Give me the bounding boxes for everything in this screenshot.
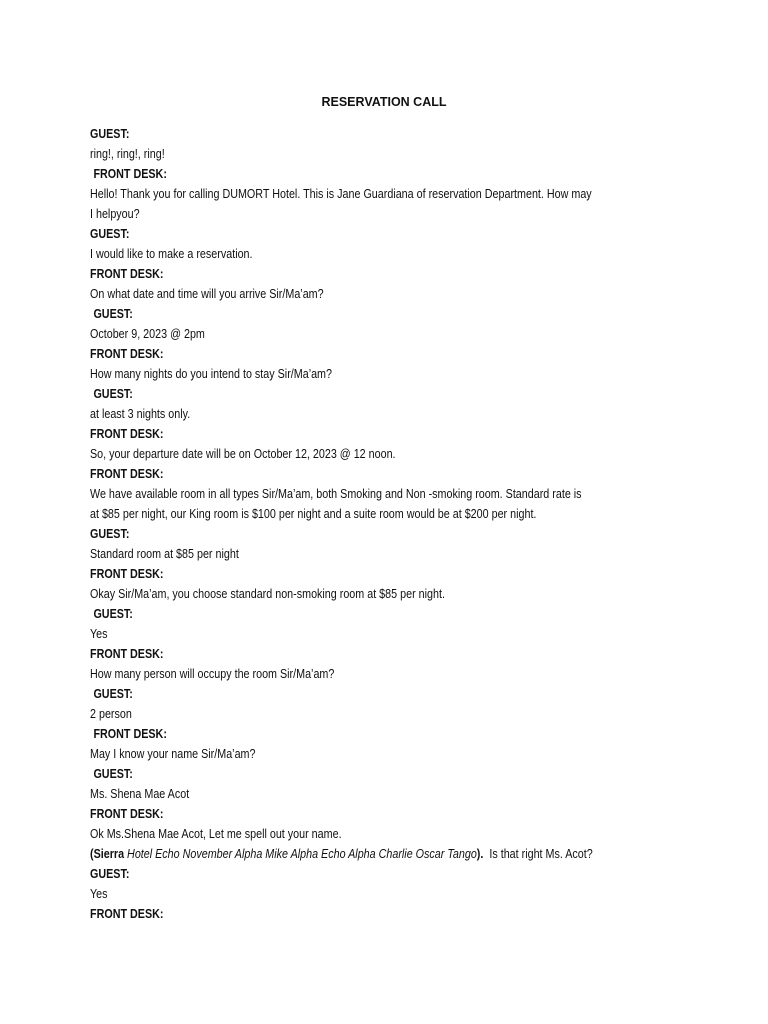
spell-phonetic: Hotel Echo November Alpha Mike Alpha Echo Alpha Charlie Oscar Tango xyxy=(124,847,477,861)
dialogue-line: Yes xyxy=(90,887,108,901)
spell-close: ). xyxy=(476,847,484,861)
dialogue-line: at $85 per night, our King room is $100 per night and a suite room would be at $200 per night. xyxy=(90,507,537,521)
dialogue-line: Yes xyxy=(90,627,108,641)
dialogue-line: On what date and time will you arrive Sir/Ma’am? xyxy=(90,287,324,301)
speaker-label: FRONT DESK: xyxy=(90,907,164,921)
dialogue-line: How many nights do you intend to stay Sir/Ma’am? xyxy=(90,367,332,381)
speaker-label: FRONT DESK: xyxy=(93,167,167,181)
dialogue-line: Hello! Thank you for calling DUMORT Hotel. This is Jane Guardiana of reservation Department. How may xyxy=(90,187,592,201)
speaker-label: GUEST: xyxy=(90,867,130,881)
spelled-name-line xyxy=(90,844,606,864)
dialogue-body xyxy=(90,124,690,924)
dialogue-line: May I know your name Sir/Ma’am? xyxy=(90,747,256,761)
speaker-label: FRONT DESK: xyxy=(93,727,167,741)
speaker-label: FRONT DESK: xyxy=(90,567,164,581)
speaker-label: FRONT DESK: xyxy=(90,467,164,481)
speaker-label: GUEST: xyxy=(90,227,130,241)
speaker-label: FRONT DESK: xyxy=(90,807,164,821)
speaker-label: FRONT DESK: xyxy=(90,427,164,441)
dialogue-line: We have available room in all types Sir/Ma’am, both Smoking and Non -smoking room. Standard rate is xyxy=(90,487,582,501)
dialogue-line: How many person will occupy the room Sir/Ma’am? xyxy=(90,667,335,681)
dialogue-line: at least 3 nights only. xyxy=(90,407,191,421)
spell-open: (Sierra xyxy=(90,847,125,861)
dialogue-line: Okay Sir/Ma’am, you choose standard non-smoking room at $85 per night. xyxy=(90,587,445,601)
speaker-label: GUEST: xyxy=(90,127,130,141)
speaker-label: FRONT DESK: xyxy=(90,647,164,661)
speaker-label: GUEST: xyxy=(93,307,133,321)
speaker-label: GUEST: xyxy=(93,387,133,401)
speaker-label: GUEST: xyxy=(90,527,130,541)
speaker-label: GUEST: xyxy=(93,687,133,701)
dialogue-line: Ok Ms.Shena Mae Acot, Let me spell out your name. xyxy=(90,827,342,841)
dialogue-line: I helpyou? xyxy=(90,207,140,221)
speaker-label: GUEST: xyxy=(93,767,133,781)
speaker-label: FRONT DESK: xyxy=(90,267,164,281)
dialogue-line: So, your departure date will be on October 12, 2023 @ 12 noon. xyxy=(90,447,396,461)
spell-question: Is that right Ms. Acot? xyxy=(483,847,593,861)
dialogue-line: ring!, ring!, ring! xyxy=(90,147,165,161)
dialogue-line: Standard room at $85 per night xyxy=(90,547,239,561)
dialogue-line: Ms. Shena Mae Acot xyxy=(90,787,190,801)
speaker-label: GUEST: xyxy=(93,607,133,621)
speaker-label: FRONT DESK: xyxy=(90,347,164,361)
dialogue-line: 2 person xyxy=(90,707,132,721)
dialogue-line: I would like to make a reservation. xyxy=(90,247,253,261)
document-title: RESERVATION CALL xyxy=(321,95,447,109)
dialogue-line: October 9, 2023 @ 2pm xyxy=(90,327,205,341)
